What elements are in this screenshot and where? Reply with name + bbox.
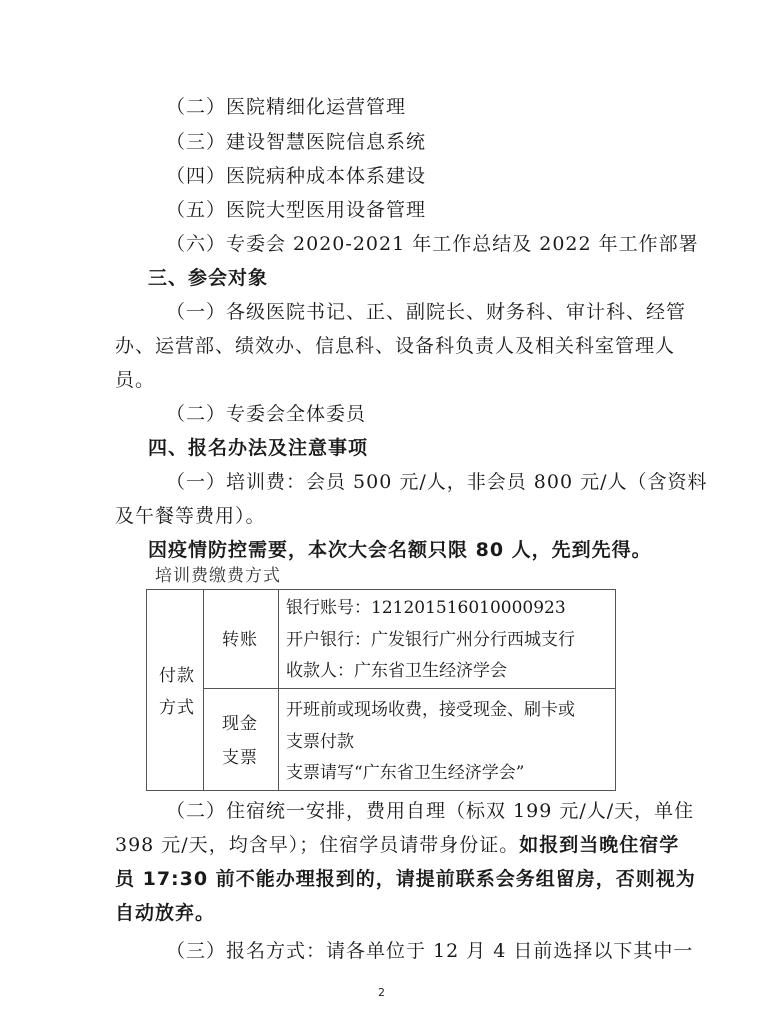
- transfer-account: 银行账号：121201516010000923: [286, 598, 566, 618]
- attendees-line-1: （一）各级医院书记、正、副院长、财务科、审计科、经管: [166, 301, 687, 323]
- registration-method-line: （三）报名方式：请各单位于 12 月 4 日前选择以下其中一: [166, 940, 694, 962]
- table-divider: [203, 590, 204, 790]
- table-caption: 培训费缴费方式: [155, 566, 281, 586]
- lodging-line-4: 自动放弃。: [115, 902, 216, 924]
- page-number: 2: [378, 986, 385, 999]
- agenda-item-2: （二）医院精细化运营管理: [166, 96, 407, 118]
- lodging-line-3: 员 17:30 前不能办理报到的，请提前联系会务组留房，否则视为: [115, 868, 696, 890]
- payment-table: [146, 589, 616, 791]
- attendees-item-2: （二）专委会全体委员: [166, 403, 367, 425]
- fee-line-2: 及午餐等费用）。: [115, 505, 266, 527]
- section-heading-attendees: 三、参会对象: [148, 267, 269, 289]
- cash-label-line-2: 支票: [222, 748, 258, 768]
- cash-detail-line-1: 开班前或现场收费，接受现金、刷卡或: [286, 700, 575, 720]
- lodging-line-2: [115, 833, 679, 857]
- agenda-item-5: （五）医院大型医用设备管理: [166, 199, 427, 221]
- transfer-payee: 收款人：广东省卫生经济学会: [286, 661, 507, 681]
- lodging-late-arrival-notice: 如报到当晚住宿学: [519, 834, 680, 856]
- agenda-item-4: （四）医院病种成本体系建设: [166, 165, 427, 187]
- section-heading-registration: 四、报名办法及注意事项: [148, 437, 369, 459]
- transfer-bank: 开户银行：广发银行广州分行西城支行: [286, 630, 575, 650]
- cash-detail-line-3: 支票请写“广东省卫生经济学会”: [286, 763, 525, 783]
- cash-label-line-1: 现金: [222, 714, 258, 734]
- table-divider: [203, 688, 615, 689]
- attendees-line-2: 办、运营部、绩效办、信息科、设备科负责人及相关科室管理人: [115, 335, 676, 357]
- attendees-line-3: 员。: [115, 369, 156, 391]
- payment-method-header-line-1: 付款: [159, 666, 195, 686]
- agenda-item-3: （三）建设智慧医院信息系统: [166, 131, 427, 153]
- fee-line-1: （一）培训费：会员 500 元/人，非会员 800 元/人（含资料: [166, 471, 708, 493]
- lodging-line-2-text: 398 元/天，均含早）；住宿学员请带身份证。: [115, 834, 520, 856]
- table-divider: [278, 590, 279, 790]
- cash-detail-line-2: 支票付款: [286, 732, 354, 752]
- capacity-notice: 因疫情防控需要，本次大会名额只限 80 人，先到先得。: [148, 539, 652, 561]
- agenda-item-6: （六）专委会 2020-2021 年工作总结及 2022 年工作部署: [166, 233, 699, 255]
- transfer-label: 转账: [222, 630, 258, 650]
- lodging-line-1: （二）住宿统一安排，费用自理（标双 199 元/人/天，单住: [166, 800, 695, 822]
- payment-method-header-line-2: 方式: [159, 698, 195, 718]
